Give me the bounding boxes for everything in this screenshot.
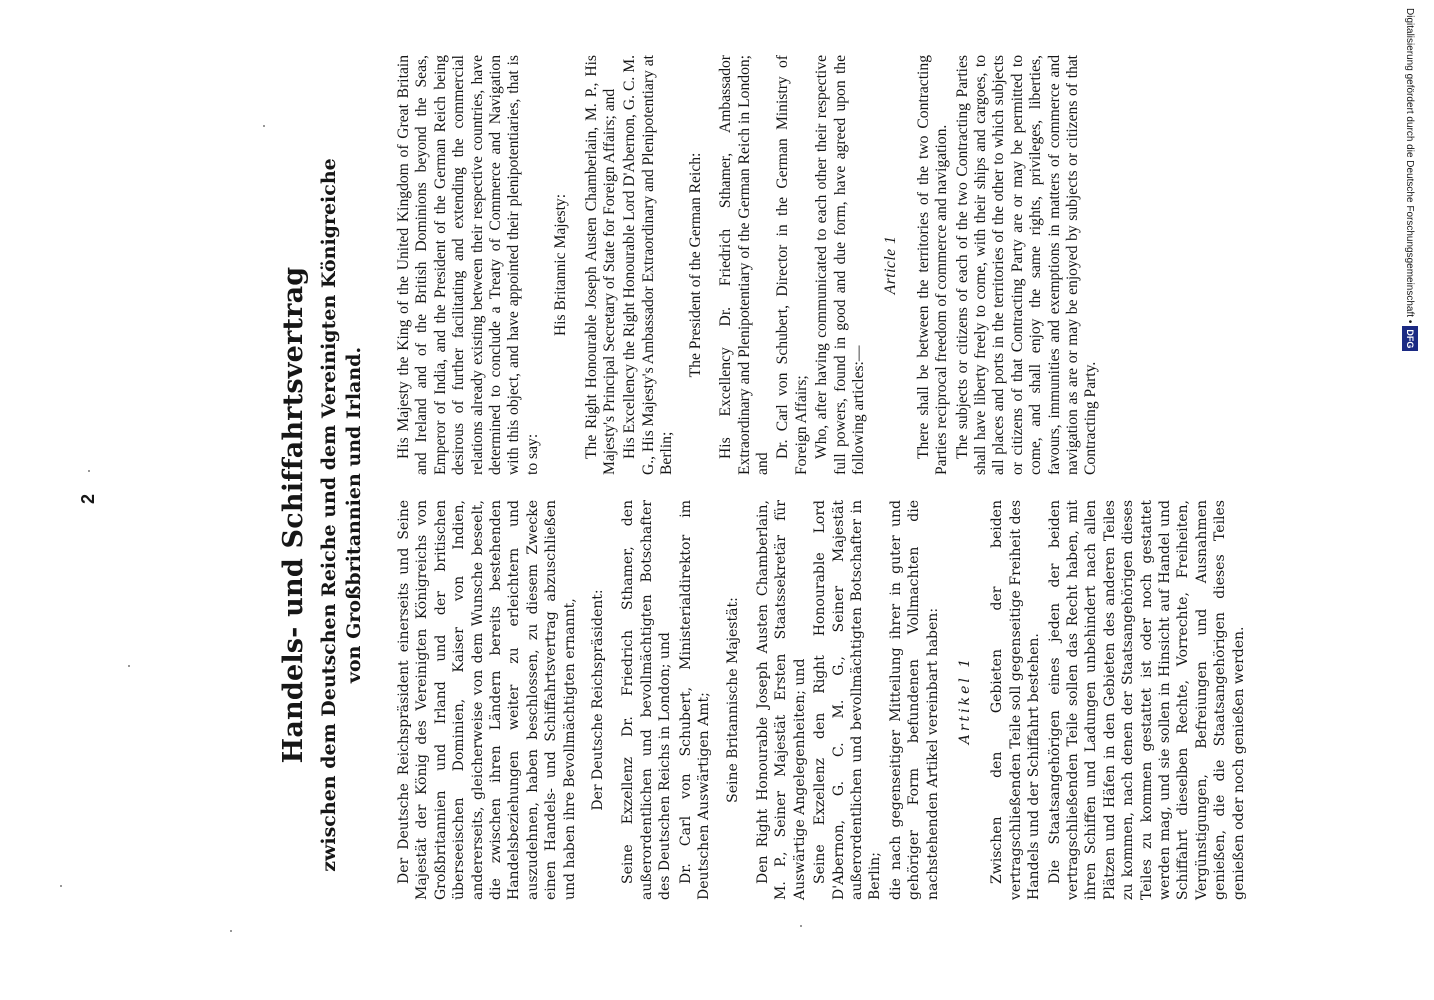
german-article-paragraph-2: Die Staatsangehörigen eines jeden der beiden vertragschließenden Teile sollen das Recht haben, mit ihren Schiffen und Ladungen unbehindert nach allen Plätzen und Häfen in den Gebieten des anderen Teiles zu kommen, nach denen der Staatsangehörigen dieses Teiles zu kommen gestattet ist oder noch gestattet werden mag, und sie sollen in Hinsicht auf Handel und Schiffahrt dieselben Rechte, Vorrechte, Freiheiten, Vergünstigungen, Befreiungen und Ausnahmen genießen, die die Staatsangehörigen dieses Teiles genießen oder noch genießen werden. xyxy=(1046,500,1247,900)
scan-speck xyxy=(88,470,90,472)
english-schubert: Dr. Carl von Schubert, Director in the German Ministry of Foreign Affairs; xyxy=(774,55,810,475)
english-article-paragraph-2: The subjects or citizens of each of the two Contracting Parties shall have liberty freely to come, with their ships and cargoes, to all places and ports in the territories of the other to which subjects or citizens of that Contracting Party are or may be permitted to come, and shall enjoy the same rights, privileges, liberties, favours, immunities and exemptions in matters of commerce and navigation as are or may be enjoyed by subjects or citizens of that Contracting Party. xyxy=(953,55,1100,475)
german-column xyxy=(395,500,1250,900)
english-column xyxy=(395,55,1103,475)
english-heading-majesty: His Britannic Majesty: xyxy=(552,193,570,337)
dfg-logo: DFG xyxy=(1402,326,1418,351)
scan-speck xyxy=(60,885,62,887)
german-dabernon: Seine Exzellenz den Right Honourable Lord D'Abernon, G. C. M. G., Seiner Majestät außerordentlichen und bevollmächtigten Botschafter in Berlin; xyxy=(812,500,884,900)
english-chamberlain: The Right Honourable Joseph Austen Chamberlain, M. P., His Majesty's Principal Secretary of State for Foreign Affairs; and xyxy=(582,55,619,475)
english-preamble: His Majesty the King of the United Kingdom of Great Britain and Ireland and of the British Dominions beyond the Seas, Emperor of India, and the President of the German Reich being desirous of further facilitating and extending the commercial relations already existing between their respective countries, have determined to conclude a Treaty of Commerce and Navigation with this object, and have appointed their plenipotentiaries, that is to say: xyxy=(395,55,541,475)
rotated-document xyxy=(50,55,1420,975)
english-article-paragraph-1: There shall be between the territories of the two Contracting Parties reciprocal freedom of commerce and navigation. xyxy=(914,55,951,475)
document-subtitle-line-2: von Großbritannien und Irland. xyxy=(343,346,365,684)
english-agreement: Who, after having communicated to each other their respective full powers, found in good and due form, have agreed upon the following articles:— xyxy=(813,55,867,475)
english-article-heading: Article 1 xyxy=(882,235,900,295)
scan-speck xyxy=(800,925,802,927)
english-sthamer: His Excellency Dr. Friedrich Sthamer, Ambassador Extraordinary and Plenipotentiary of the German Reich in London; and xyxy=(717,55,771,475)
document-subtitle-line-1: zwischen dem Deutschen Reiche und dem Vereinigten Königreiche xyxy=(318,158,340,872)
german-sthamer: Seine Exzellenz Dr. Friedrich Sthamer, den außerordentlichen und bevollmächtigten Botschafter des Deutschen Reichs in London; und xyxy=(620,500,674,900)
german-agreement: die nach gegenseitiger Mitteilung ihrer in guter und gehöriger Form befundenen Vollmachten die nachstehenden Artikel vereinbart haben: xyxy=(887,500,941,900)
german-preamble: Der Deutsche Reichspräsident einerseits und Seine Majestät der König des Vereinigten Königreichs von Großbritannien und Irland und der britischen überseeischen Dominien, Kaiser von Indien, andererseits, gleicherweise von dem Wunsche beseelt, die zwischen ihren Ländern bereits bestehenden Handelsbeziehungen weiter zu erleichtern und auszudehnen, haben beschlossen, zu diesem Zwecke einen Handels- und Schiffahrtsvertrag abzuschließen und haben ihre Bevollmächtigten ernannt, xyxy=(396,500,578,900)
german-heading-reich: Der Deutsche Reichspräsident: xyxy=(590,589,607,811)
page-number: 2 xyxy=(78,493,98,504)
digitization-note-text: Digitalisierung gefördert durch die Deutsche Forschungsgemeinschaft • xyxy=(1404,8,1415,324)
german-heading-majesty: Seine Britannische Majestät: xyxy=(724,597,741,803)
english-dabernon: His Excellency the Right Honourable Lord D'Abernon, G. C. M. G., His Majesty's Ambassador Extraordinary and Plenipotentiary at Berlin; xyxy=(621,55,676,475)
scan-speck xyxy=(128,665,130,667)
german-article-paragraph-1: Zwischen den Gebieten der beiden vertragschließenden Teile soll gegenseitige Freiheit des Handels und der Schiffahrt bestehen. xyxy=(989,500,1043,900)
english-heading-reich: The President of the German Reich: xyxy=(686,152,704,378)
german-article-heading: Artikel 1 xyxy=(956,655,973,745)
scan-speck xyxy=(263,125,265,127)
german-chamberlain: Den Right Honourable Joseph Austen Chamberlain, M. P., Seiner Majestät Ersten Staatssekretär für Auswärtige Angelegenheiten; und xyxy=(754,500,808,900)
scan-speck xyxy=(230,930,232,932)
document-title: Handels- und Schiffahrtsvertrag xyxy=(278,266,309,764)
digitization-note xyxy=(1402,8,1418,393)
german-schubert: Dr. Carl von Schubert, Ministerialdirektor im Deutschen Auswärtigen Amt; xyxy=(677,500,713,900)
